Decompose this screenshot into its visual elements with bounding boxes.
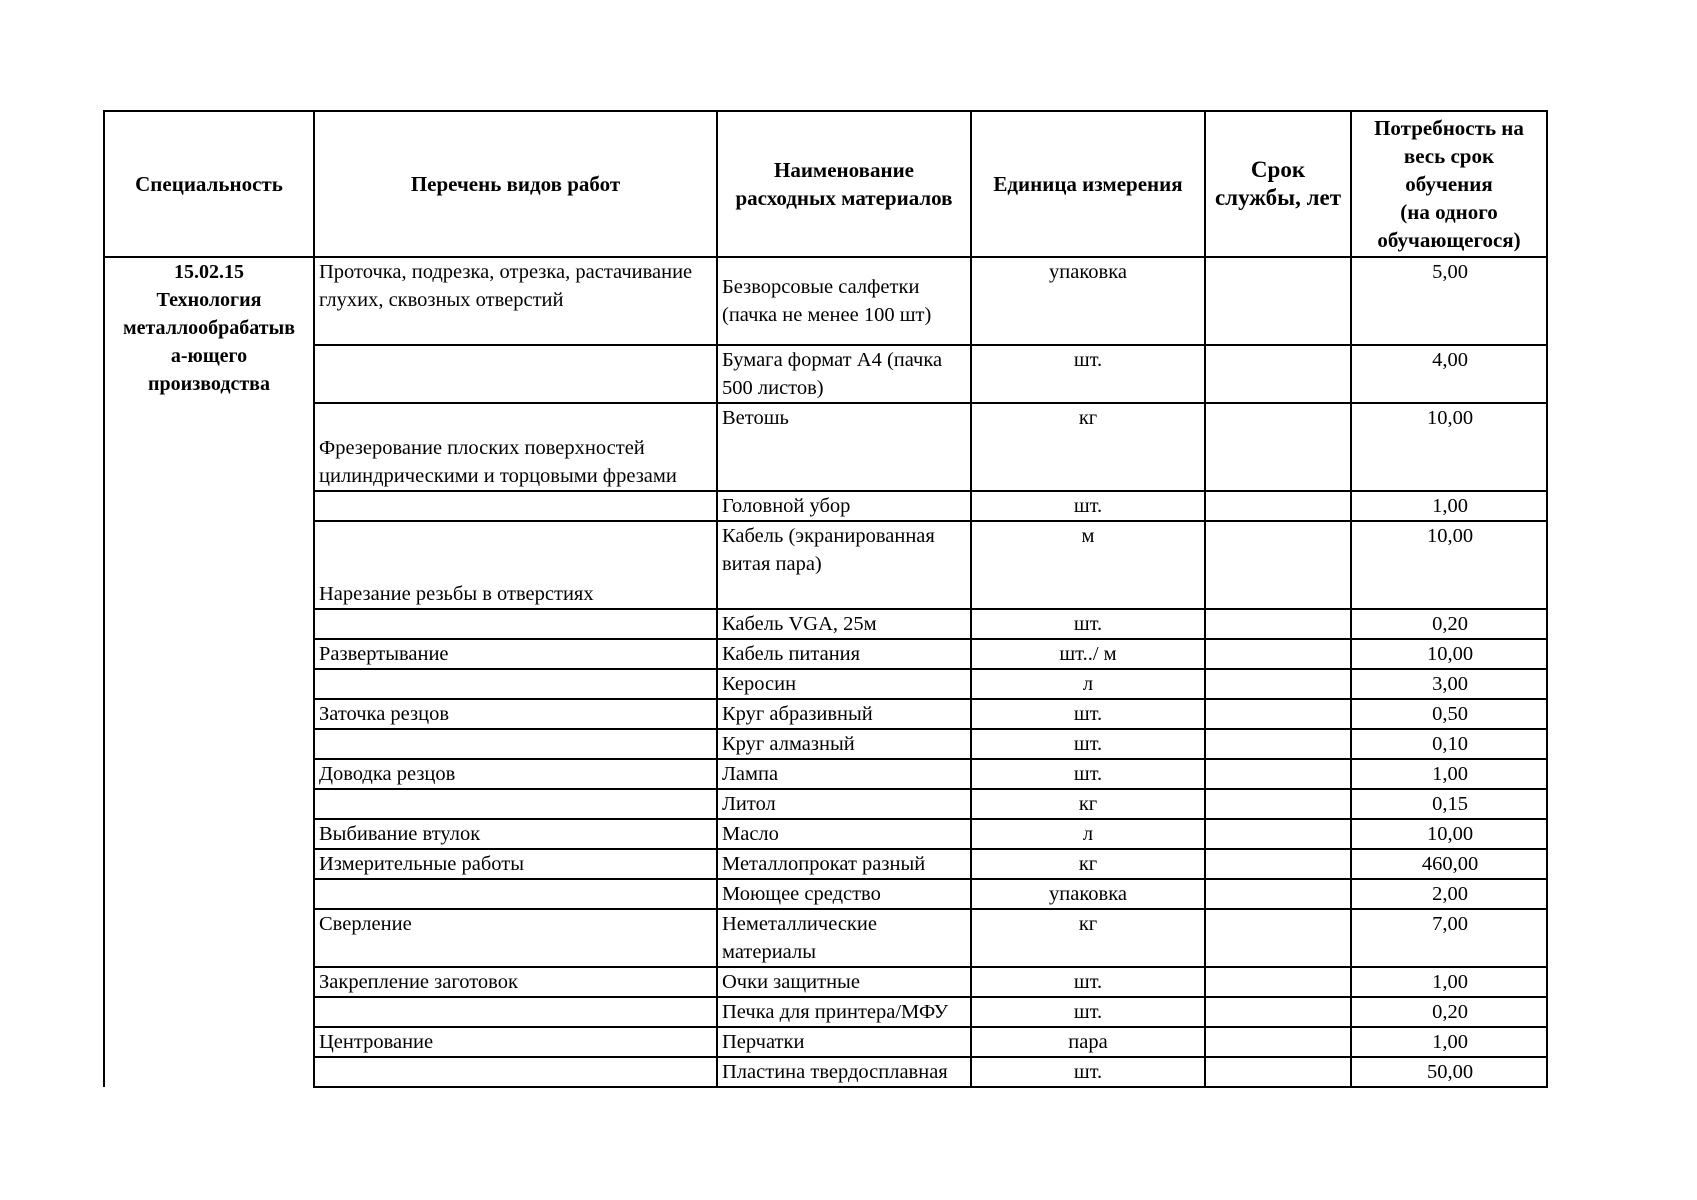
work-cell: Развертывание	[314, 639, 717, 669]
table-row	[104, 403, 1547, 491]
header-unit: Единица измерения	[971, 111, 1205, 257]
need-cell: 10,00	[1351, 639, 1547, 669]
material-cell: Кабель (экранированная витая пара)	[717, 521, 971, 609]
table-row	[104, 967, 1547, 997]
header-need-line5: обучающегося)	[1377, 228, 1521, 252]
term-cell	[1205, 729, 1351, 759]
header-materials	[717, 111, 971, 257]
term-cell	[1205, 699, 1351, 729]
unit-cell: кг	[971, 849, 1205, 879]
unit-cell: кг	[971, 403, 1205, 491]
term-cell	[1205, 609, 1351, 639]
specialty-line3: а-ющего	[170, 345, 248, 367]
material-cell: Головной убор	[717, 491, 971, 521]
table-row	[104, 879, 1547, 909]
need-cell: 1,00	[1351, 759, 1547, 789]
table-row	[104, 997, 1547, 1027]
term-cell	[1205, 849, 1351, 879]
table-row	[104, 257, 1547, 345]
table-row	[104, 1027, 1547, 1057]
term-cell	[1205, 345, 1351, 403]
need-cell: 50,00	[1351, 1057, 1547, 1087]
unit-cell: упаковка	[971, 879, 1205, 909]
table-row	[104, 1057, 1547, 1087]
need-cell: 1,00	[1351, 491, 1547, 521]
table-row	[104, 521, 1547, 609]
consumables-table	[103, 110, 1548, 1088]
specialty-line2: металлообрабатыв	[122, 317, 296, 339]
need-cell: 460,00	[1351, 849, 1547, 879]
term-cell	[1205, 1057, 1351, 1087]
need-cell: 1,00	[1351, 1027, 1547, 1057]
work-cell	[314, 345, 717, 403]
unit-cell: шт.	[971, 759, 1205, 789]
header-need-line3: обучения	[1405, 172, 1493, 196]
work-cell: Проточка, подрезка, отрезка, растачивание глухих, сквозных отверстий	[314, 257, 717, 345]
table-row	[104, 789, 1547, 819]
work-cell	[314, 491, 717, 521]
header-row	[104, 111, 1547, 257]
unit-cell: упаковка	[971, 257, 1205, 345]
need-cell: 2,00	[1351, 879, 1547, 909]
header-term-line1: Срок	[1250, 157, 1306, 182]
need-cell: 10,00	[1351, 403, 1547, 491]
material-cell: Керосин	[717, 669, 971, 699]
material-cell: Круг алмазный	[717, 729, 971, 759]
term-cell	[1205, 909, 1351, 967]
unit-cell: кг	[971, 789, 1205, 819]
work-cell: Заточка резцов	[314, 699, 717, 729]
specialty-code: 15.02.15	[174, 261, 244, 283]
table-row	[104, 909, 1547, 967]
header-term	[1205, 111, 1351, 257]
work-cell: Доводка резцов	[314, 759, 717, 789]
material-cell: Перчатки	[717, 1027, 971, 1057]
unit-cell: шт.	[971, 729, 1205, 759]
header-works: Перечень видов работ	[314, 111, 717, 257]
unit-cell: шт.	[971, 1057, 1205, 1087]
term-cell	[1205, 491, 1351, 521]
material-cell: Безворсовые салфетки (пачка не менее 100 шт)	[717, 257, 971, 345]
table-row	[104, 639, 1547, 669]
header-specialty: Специальность	[104, 111, 314, 257]
work-cell: Измерительные работы	[314, 849, 717, 879]
material-cell: Металлопрокат разный	[717, 849, 971, 879]
term-cell	[1205, 759, 1351, 789]
work-cell: Сверление	[314, 909, 717, 967]
table-row	[104, 759, 1547, 789]
term-cell	[1205, 639, 1351, 669]
header-need	[1351, 111, 1547, 257]
unit-cell: м	[971, 521, 1205, 609]
table-row	[104, 609, 1547, 639]
table-row	[104, 729, 1547, 759]
work-cell: Нарезание резьбы в отверстиях	[314, 521, 717, 609]
work-cell: Фрезерование плоских поверхностей цилиндрическими и торцовыми фрезами	[314, 403, 717, 491]
unit-cell: пара	[971, 1027, 1205, 1057]
material-cell: Ветошь	[717, 403, 971, 491]
material-cell: Печка для принтера/МФУ	[717, 997, 971, 1027]
need-cell: 0,10	[1351, 729, 1547, 759]
table-row	[104, 819, 1547, 849]
material-cell: Очки защитные	[717, 967, 971, 997]
work-cell	[314, 997, 717, 1027]
need-cell: 0,20	[1351, 997, 1547, 1027]
unit-cell: шт.	[971, 997, 1205, 1027]
work-cell	[314, 879, 717, 909]
specialty-line1: Технология	[156, 289, 262, 311]
term-cell	[1205, 997, 1351, 1027]
need-cell: 0,15	[1351, 789, 1547, 819]
header-need-line4: (на одного	[1400, 200, 1498, 224]
material-cell: Пластина твердосплавная	[717, 1057, 971, 1087]
table-body	[104, 257, 1547, 1087]
material-cell: Литол	[717, 789, 971, 819]
need-cell: 0,20	[1351, 609, 1547, 639]
material-cell: Кабель питания	[717, 639, 971, 669]
material-cell: Неметаллические материалы	[717, 909, 971, 967]
need-cell: 10,00	[1351, 521, 1547, 609]
header-need-line2: весь срок	[1403, 144, 1495, 168]
term-cell	[1205, 879, 1351, 909]
work-cell	[314, 669, 717, 699]
specialty-cell	[104, 257, 314, 1087]
term-cell	[1205, 967, 1351, 997]
table-row	[104, 345, 1547, 403]
table-row	[104, 669, 1547, 699]
need-cell: 10,00	[1351, 819, 1547, 849]
unit-cell: шт.	[971, 345, 1205, 403]
need-cell: 7,00	[1351, 909, 1547, 967]
table-row	[104, 849, 1547, 879]
unit-cell: кг	[971, 909, 1205, 967]
work-cell: Центрование	[314, 1027, 717, 1057]
material-cell: Бумага формат А4 (пачка 500 листов)	[717, 345, 971, 403]
term-cell	[1205, 521, 1351, 609]
table-row	[104, 491, 1547, 521]
table-row	[104, 699, 1547, 729]
unit-cell: шт.	[971, 609, 1205, 639]
work-cell	[314, 1057, 717, 1087]
need-cell: 1,00	[1351, 967, 1547, 997]
unit-cell: шт.	[971, 967, 1205, 997]
need-cell: 4,00	[1351, 345, 1547, 403]
material-cell: Кабель VGA, 25м	[717, 609, 971, 639]
material-cell: Масло	[717, 819, 971, 849]
unit-cell: шт../ м	[971, 639, 1205, 669]
materials-sheet	[103, 110, 1546, 1088]
header-materials-line2: расходных материалов	[735, 186, 953, 210]
specialty-line4: производства	[148, 373, 270, 395]
term-cell	[1205, 1027, 1351, 1057]
unit-cell: шт.	[971, 491, 1205, 521]
work-cell	[314, 609, 717, 639]
need-cell: 5,00	[1351, 257, 1547, 345]
term-cell	[1205, 669, 1351, 699]
unit-cell: л	[971, 819, 1205, 849]
material-cell: Моющее средство	[717, 879, 971, 909]
header-materials-line1: Наименование	[774, 158, 914, 182]
unit-cell: шт.	[971, 699, 1205, 729]
term-cell	[1205, 403, 1351, 491]
work-cell	[314, 789, 717, 819]
term-cell	[1205, 819, 1351, 849]
term-cell	[1205, 257, 1351, 345]
work-cell: Выбивание втулок	[314, 819, 717, 849]
header-term-line2: службы, лет	[1214, 185, 1342, 210]
unit-cell: л	[971, 669, 1205, 699]
need-cell: 3,00	[1351, 669, 1547, 699]
header-need-line1: Потребность на	[1374, 116, 1524, 140]
term-cell	[1205, 789, 1351, 819]
need-cell: 0,50	[1351, 699, 1547, 729]
work-cell	[314, 729, 717, 759]
work-cell: Закрепление заготовок	[314, 967, 717, 997]
material-cell: Лампа	[717, 759, 971, 789]
material-cell: Круг абразивный	[717, 699, 971, 729]
